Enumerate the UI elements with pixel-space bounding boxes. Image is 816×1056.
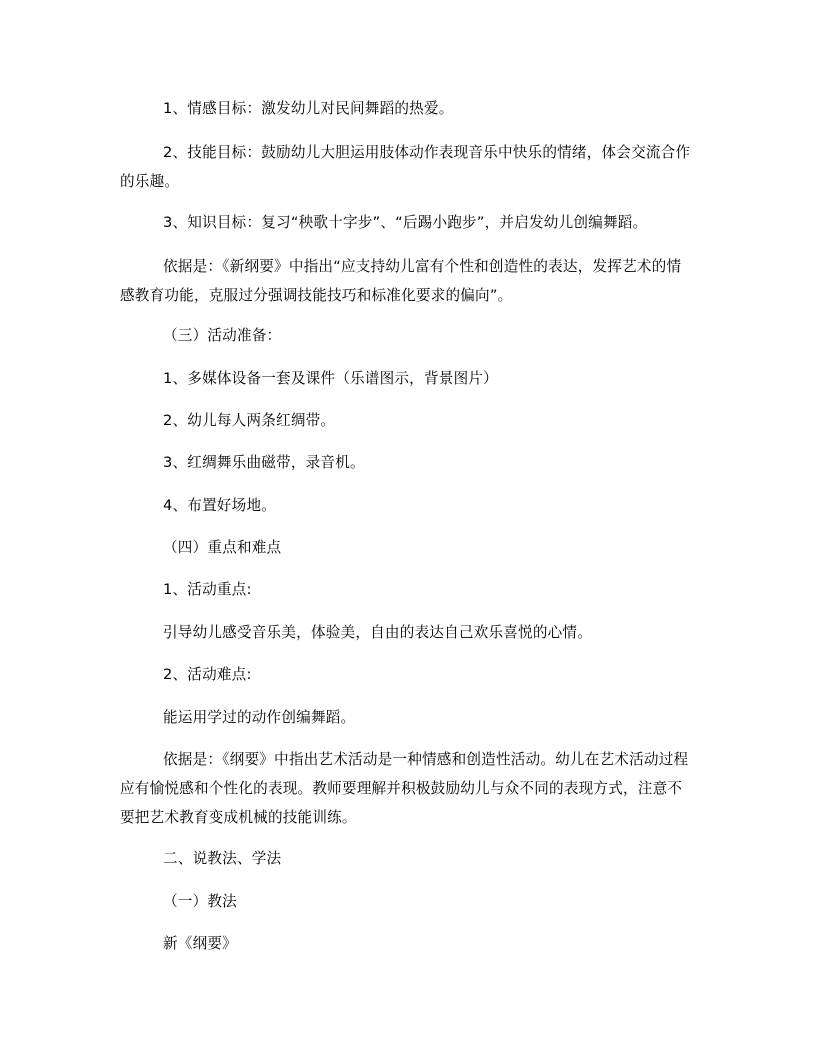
paragraph-basis-1: 依据是：《新纲要》中指出“应支持幼儿富有个性和创造性的表达，发挥艺术的情感教育功能，克服过分强调技能技巧和标准化要求的偏向”。	[120, 258, 682, 304]
subheading-key-point: 1、活动重点:	[163, 581, 252, 598]
section-heading-preparation: （三）活动准备：	[163, 327, 282, 344]
paragraph-new-outline: 新《纲要》	[163, 935, 237, 952]
list-item-preparation-2: 2、幼儿每人两条红绸带。	[163, 412, 336, 429]
paragraph-emotion-goal: 1、情感目标：激发幼儿对民间舞蹈的热爱。	[163, 100, 454, 117]
paragraph-basis-2: 依据是：《纲要》中指出艺术活动是一种情感和创造性活动。幼儿在艺术活动过程应有愉悦感和个性化的表现。教师要理解并积极鼓励幼儿与众不同的表现方式，注意不要把艺术教育变成机械的技能训练。	[120, 751, 689, 826]
paragraph-difficult-point: 能运用学过的动作创编舞蹈。	[163, 709, 356, 726]
subheading-difficult-point: 2、活动难点:	[163, 666, 252, 683]
list-item-preparation-1: 1、多媒体设备一套及课件（乐谱图示，背景图片）	[163, 370, 498, 387]
paragraph-key-point: 引导幼儿感受音乐美，体验美，自由的表达自己欢乐喜悦的心情。	[163, 624, 593, 641]
paragraph-knowledge-goal: 3、知识目标：复习“秧歌十字步”、“后踢小跑步”，并启发幼儿创编舞蹈。	[163, 214, 648, 231]
section-heading-key-points: （四）重点和难点	[163, 539, 282, 556]
list-item-preparation-4: 4、布置好场地。	[163, 497, 277, 514]
subheading-teaching-method: （一）教法	[163, 893, 237, 910]
list-item-preparation-3: 3、红绸舞乐曲磁带，录音机。	[163, 454, 365, 471]
paragraph-skill-goal: 2、技能目标：鼓励幼儿大胆运用肢体动作表现音乐中快乐的情绪，体会交流合作的乐趣。	[120, 144, 691, 190]
section-heading-methods: 二、说教法、学法	[163, 850, 282, 867]
